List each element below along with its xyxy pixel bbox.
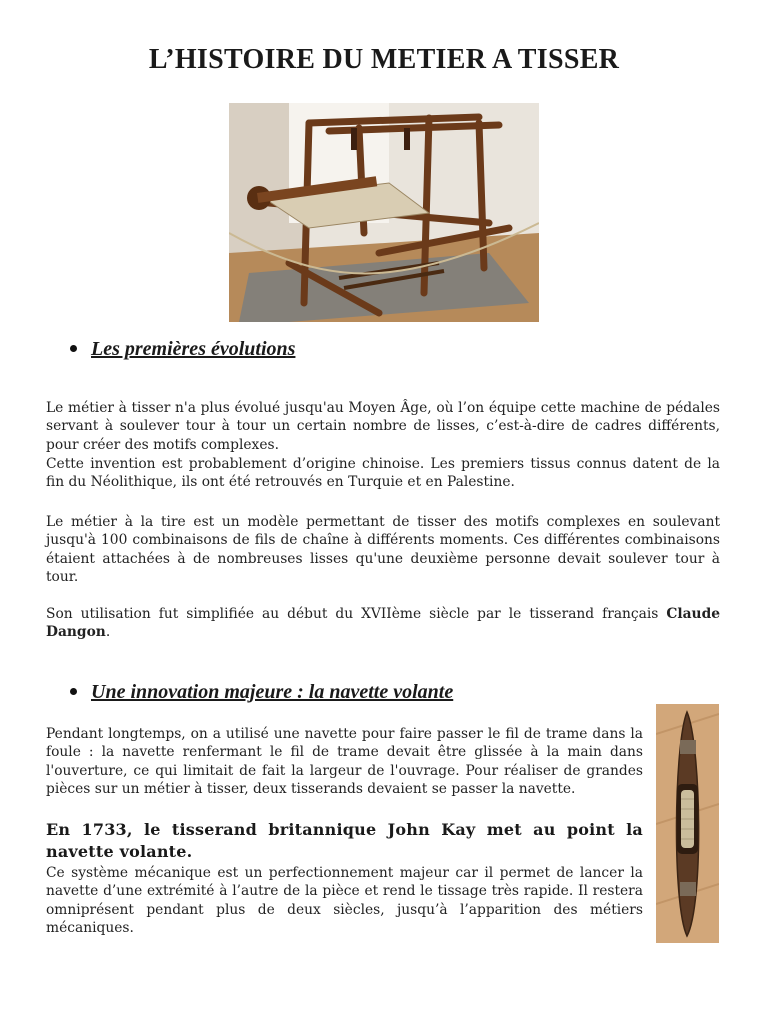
bullet-icon: [70, 688, 77, 695]
highlight-john-kay: En 1733, le tisserand britannique John Kay met au point la navette volante.: [46, 820, 643, 861]
page-title: L’HISTOIRE DU METIER A TISSER: [148, 44, 620, 75]
paragraph-origine: Cette invention est probablement d’origine chinoise. Les premiers tissus connus datent de la fin du Néolithique, ils ont été retrouvés en Turquie et en Palestine.: [46, 456, 720, 491]
paragraph-dangon-end: .: [105, 624, 111, 641]
paragraph-dangon-text: Son utilisation fut simplifiée au début du XVIIème siècle par le tisserand français: [46, 606, 667, 622]
bullet-icon: [70, 345, 77, 352]
paragraph-metier-tire: Le métier à la tire est un modèle permettant de tisser des motifs complexes en soulevant jusqu'à 100 combinaisons de fils de chaîne à différents moments. Ces différentes combinaisons étaient attachées à de nombreuses lisses qu'une deuxième personne devait soulever tour à tour.: [46, 514, 720, 585]
section-heading-navette: [70, 681, 453, 704]
name-claude-dangon: Claude Dangon: [46, 606, 720, 641]
paragraph-navette: Pendant longtemps, on a utilisé une navette pour faire passer le fil de trame dans la foule : la navette renfermant le fil de trame devait être glissée à la main dans l'ouverture, ce qui limitait de fait la largeur de l'ouvrage. Pour réaliser de grandes pièces sur un métier à tisser, deux tisserands devaient se passer la navette.: [46, 726, 643, 797]
paragraph-dangon: [46, 605, 720, 642]
paragraph-systeme-mecanique: Ce système mécanique est un perfectionnement majeur car il permet de lancer la navette d’une extrémité à l’autre de la pièce et rend le tissage très rapide. Il restera omniprésent pendant plus de deux siècles, jusqu’à l’apparition des métiers mécaniques.: [46, 865, 643, 936]
paragraph-moyen-age: Le métier à tisser n'a plus évolué jusqu'au Moyen Âge, où l’on équipe cette machine de pédales servant à soulever tour à tour un certain nombre de lisses, c’est-à-dire de cadres différents, pour créer des motifs complexes.: [46, 400, 720, 453]
section-heading-evolutions: [70, 338, 295, 361]
flying-shuttle-photo: [656, 704, 719, 943]
section-heading-text: Les premières évolutions: [91, 338, 296, 360]
wooden-loom-photo: [229, 103, 539, 322]
section-heading-text: Une innovation majeure : la navette volante: [91, 681, 454, 703]
